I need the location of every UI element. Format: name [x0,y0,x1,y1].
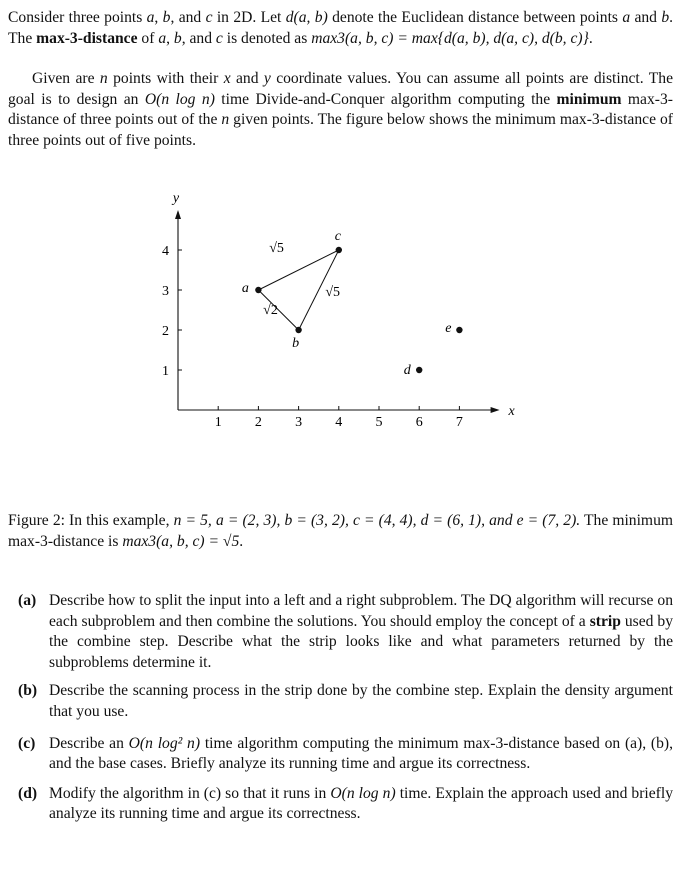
math-c: c [215,29,223,47]
part-label: (a) [18,592,37,609]
text: . The [8,9,674,47]
text: time algorithm computing the minimum max-3-distance based on (a), (b), and the base cases. Briefly analyze its running time and argue its correctness. [49,734,674,773]
text: time. Explain the approach used and briefly analyze its running time and argue its correctness. [49,784,673,823]
edge-label: √5 [325,285,341,300]
text: points with their [107,70,224,87]
y-tick-label: 2 [162,324,169,339]
math-n: n [221,111,230,129]
part-label: (c) [18,734,36,752]
text: time Divide-and-Conquer algorithm computing the [214,90,557,108]
data-point [295,327,301,333]
math-c: c [205,9,213,26]
text: Given are [32,70,100,87]
x-tick-label: 6 [415,415,423,430]
x-tick-label: 4 [335,415,343,430]
text: of [137,29,159,47]
math-b: b [173,29,182,47]
text: given points. The figure below shows the minimum max-3-distance of three points out of five points. [8,111,673,149]
point-label: b [292,336,300,351]
caption-result: max3(a, b, c) = √5 [122,532,240,550]
math-dab: d(a, b) [285,9,328,26]
text: and [230,70,264,87]
math-max3-definition: max3(a, b, c) = max{d(a, b), d(a, c), d(b, c)} [311,29,589,47]
y-tick-label: 1 [162,364,169,379]
part-label: (b) [18,682,38,700]
point-label: a [241,281,249,296]
y-tick-label: 3 [162,284,169,299]
figure-2 [150,185,530,445]
x-axis-label: x [508,404,515,419]
data-point [336,247,342,253]
text: , and [170,9,206,26]
term-max3: max-3-distance [36,29,138,47]
text: The minimum max-3-distance is [8,512,673,550]
part-d [18,784,673,825]
text: coordinate values. You can assume all points are distinct. The goal is to design an [8,70,673,108]
part-c [18,734,673,775]
intro-paragraph-2 [8,69,673,151]
x-tick-label: 1 [214,415,222,430]
text: . [239,532,244,550]
x-tick-label: 2 [254,415,262,430]
text: Figure 2: In this example, [8,512,174,529]
triangle-edge [258,250,338,290]
y-axis-label: y [172,191,180,206]
text: Consider three points [8,9,147,26]
data-point [255,287,261,293]
text: in 2D. Let [212,9,286,26]
y-axis-arrow [175,210,181,219]
text: Modify the algorithm in (c) so that it runs in [49,784,331,802]
caption-values: n = 5, a = (2, 3), b = (3, 2), c = (4, 4), d = (6, 1), and e = (7, 2). [173,512,581,529]
edge-label: √2 [263,303,278,318]
math-complexity: O(n log n) [330,784,396,802]
math-y: y [263,70,271,87]
data-point [416,367,422,373]
part-label: (d) [18,784,38,802]
math-n: n [99,70,108,87]
point-label: e [445,321,452,336]
part-b [18,681,673,722]
math-b: b [162,9,171,26]
y-tick-label: 4 [162,244,169,259]
point-label: c [334,229,341,244]
question-parts [18,591,673,833]
data-point [456,327,462,333]
scatter-chart [150,185,530,445]
edge-label: √5 [269,241,284,256]
text: . [588,29,593,47]
x-tick-label: 5 [375,415,383,430]
math-a: a [146,9,155,26]
text: Describe the scanning process in the strip done by the combine step. Explain the density argument that you use. [49,682,673,720]
text: and [630,9,662,26]
figure-caption [8,511,673,552]
text: , [154,9,163,26]
x-axis-arrow [491,407,500,413]
text: , [166,29,174,47]
text: max-3-distance of three points out of the [8,90,673,129]
math-onlogn: O(n log n) [144,90,215,108]
text: , and [181,29,216,47]
text: is denoted as [222,29,312,47]
math-b: b [661,9,670,26]
text: Describe how to split the input into a left and a right subproblem. The DQ algorithm will recurse on each subproblem and then combine the solutions. You should employ the concept of a [49,592,673,630]
part-a [18,591,673,673]
term-minimum: minimum [556,90,622,108]
text: denote the Euclidean distance between points [327,9,623,26]
x-tick-label: 3 [295,415,303,430]
math-x: x [223,70,231,87]
term-strip: strip [589,612,621,630]
text: used by the combine step. Describe what the strip looks like and what parameters returned by the subproblems determine it. [49,612,673,671]
text: Describe an [49,734,129,752]
intro-paragraph-1 [8,8,673,49]
math-a: a [622,9,631,26]
math-complexity: O(n log² n) [128,734,201,752]
point-label: d [403,363,411,378]
math-a: a [158,29,167,47]
x-tick-label: 7 [455,415,463,430]
